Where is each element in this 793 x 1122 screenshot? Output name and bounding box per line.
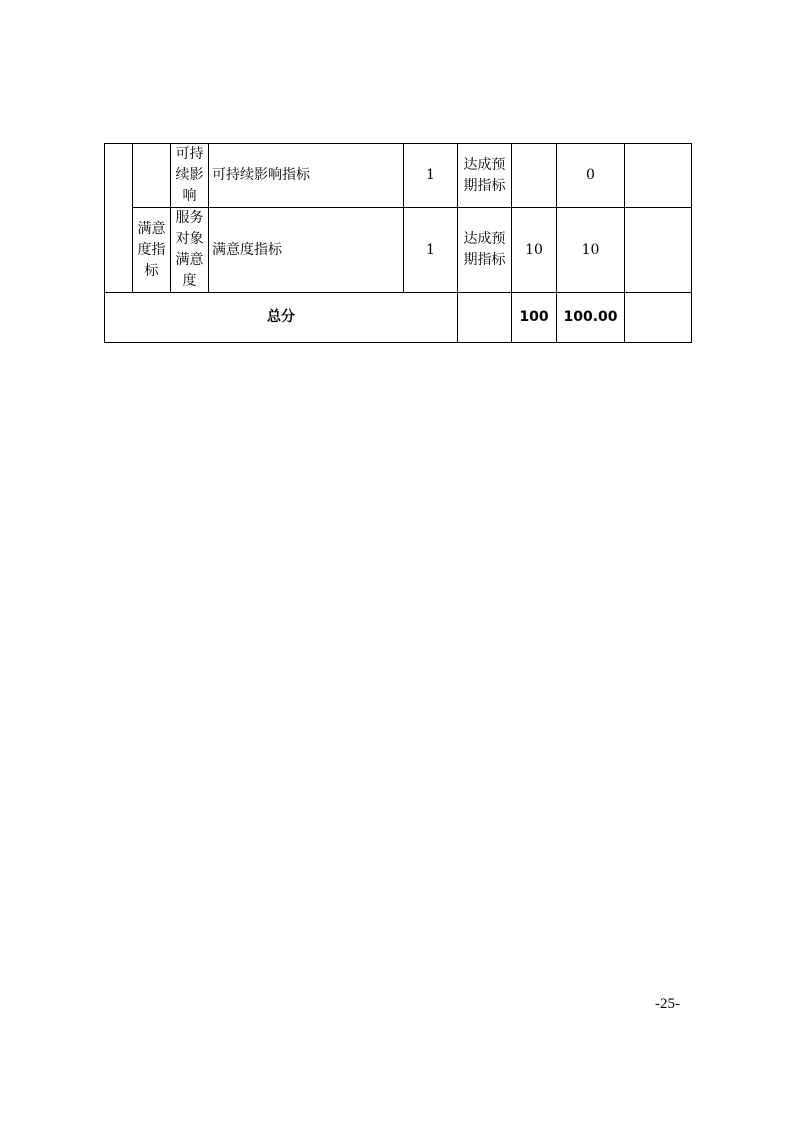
total-target-cell: 100: [512, 293, 557, 343]
page-number: -25-: [655, 996, 680, 1012]
table-row: [105, 144, 692, 208]
total-label: 总分: [105, 293, 458, 343]
total-note-cell: [625, 293, 692, 343]
total-score-cell: 100.00: [557, 293, 625, 343]
level3-cell: 服务对象满意度: [171, 208, 209, 293]
table-row: [105, 208, 692, 293]
target-cell: 10: [512, 208, 557, 293]
target-cell: [512, 144, 557, 208]
score-cell: 10: [557, 208, 625, 293]
indicator-cell: 满意度指标: [209, 208, 404, 293]
standard-cell: 达成预期指标: [458, 208, 512, 293]
note-cell: [625, 208, 692, 293]
indicator-cell: 可持续影响指标: [209, 144, 404, 208]
weight-cell: 1: [404, 144, 458, 208]
level2-cell: [133, 144, 171, 208]
total-row: [105, 293, 692, 343]
level2-cell: 满意度指标: [133, 208, 171, 293]
weight-cell: 1: [404, 208, 458, 293]
score-cell: 0: [557, 144, 625, 208]
standard-cell: 达成预期指标: [458, 144, 512, 208]
level1-cell: [105, 144, 133, 293]
total-blank-cell: [458, 293, 512, 343]
note-cell: [625, 144, 692, 208]
level3-cell: 可持续影响: [171, 144, 209, 208]
performance-table: [104, 143, 692, 343]
